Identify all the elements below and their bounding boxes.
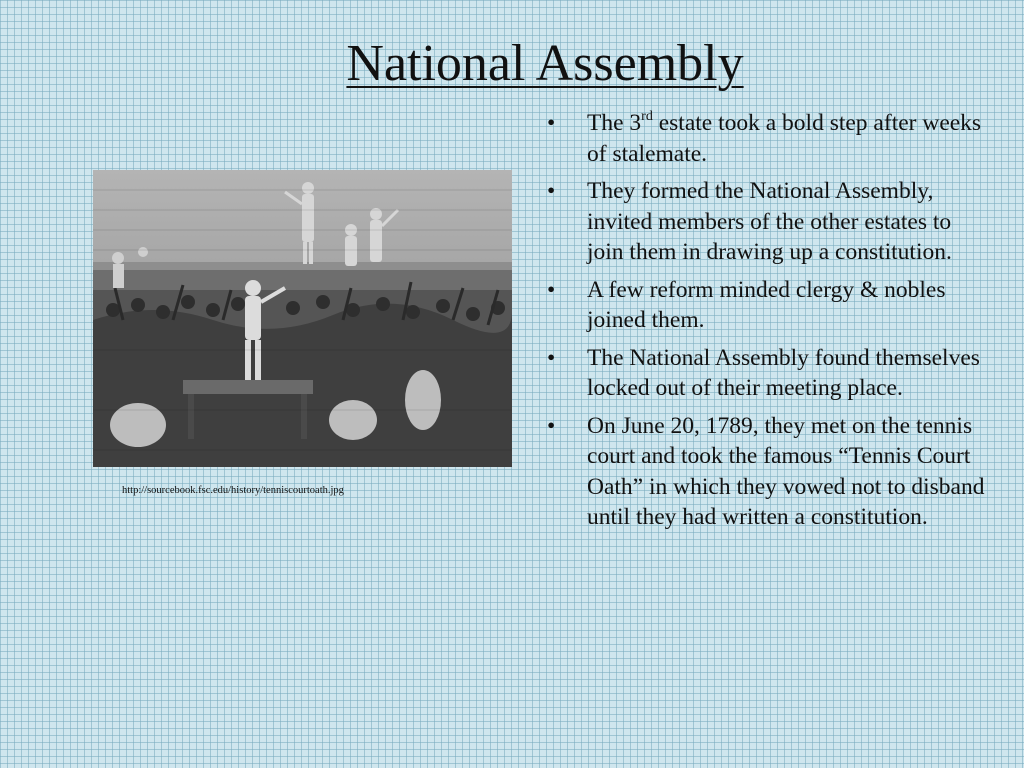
bullet-text: They formed the National Assembly, invited members of the other estates to join them in drawing up a constitution. xyxy=(587,178,952,265)
bullet-dot: • xyxy=(547,276,556,303)
slide-title: National Assembly xyxy=(346,35,744,92)
bullet-item xyxy=(547,343,992,404)
tennis-court-oath-engraving xyxy=(93,170,512,467)
bullet-text: A few reform minded clergy & nobles joined them. xyxy=(587,276,946,333)
bullet-dot: • xyxy=(547,412,556,439)
bullet-dot: • xyxy=(547,344,556,371)
bullet-text: The National Assembly found themselves locked out of their meeting place. xyxy=(587,344,980,401)
bullet-item xyxy=(547,176,992,268)
engraving-illustration xyxy=(93,170,512,467)
bullet-item xyxy=(547,275,992,336)
image-source-caption: http://sourcebook.fsc.edu/history/tenniscourtoath.jpg xyxy=(122,485,344,496)
ordinal-superscript: rd xyxy=(641,109,653,125)
bullet-list xyxy=(547,108,992,540)
bullet-dot: • xyxy=(547,110,556,136)
bullet-text-post: estate took a bold step after weeks of stalemate. xyxy=(587,110,982,167)
bullet-item xyxy=(547,108,992,169)
bullet-item xyxy=(547,411,992,533)
bullet-dot: • xyxy=(547,178,556,204)
bullet-text: On June 20, 1789, they met on the tennis court and took the famous “Tennis Court Oath” in which they vowed not to disband until they had written a constitution. xyxy=(587,412,985,530)
bullet-text-pre: The 3 xyxy=(587,110,642,136)
